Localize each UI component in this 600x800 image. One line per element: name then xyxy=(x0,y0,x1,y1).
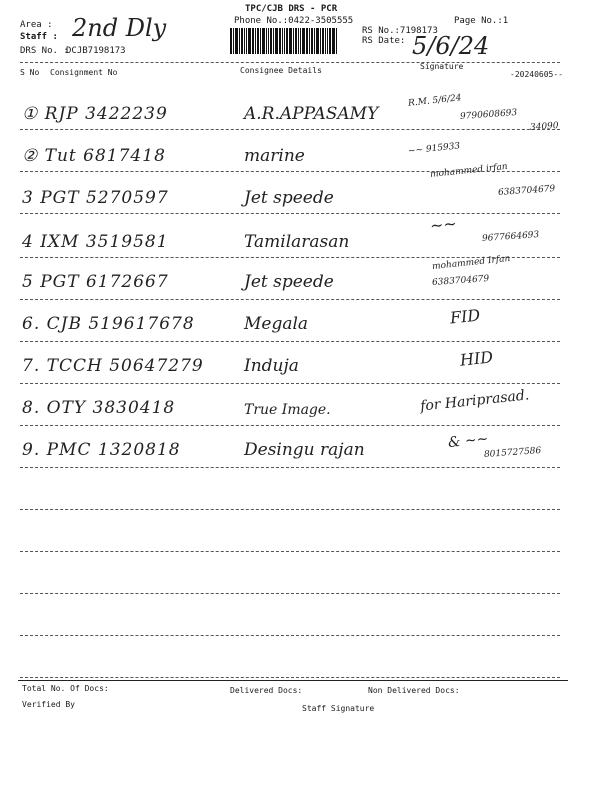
consignment-number: 6. CJB 519617678 xyxy=(22,314,195,334)
row-line xyxy=(20,425,560,426)
col-header-sno: S No xyxy=(20,68,40,77)
area-label: Area : xyxy=(20,20,53,30)
footer-separator xyxy=(18,680,568,681)
row-line xyxy=(20,677,560,678)
staff-value: 2nd Dly xyxy=(72,14,167,42)
rs-date-value: 5/6/24 xyxy=(412,32,490,60)
signature-phone: 6383704679 xyxy=(497,184,556,198)
signature: R.M. 5/6/24 xyxy=(407,93,462,109)
signature: mohammed irfan xyxy=(429,161,509,181)
row-line xyxy=(20,341,560,342)
signature: FID xyxy=(449,305,482,328)
signature-phone: 6383704679 xyxy=(431,274,490,288)
consignee-name: Megala xyxy=(244,314,309,334)
consignment-number: ① RJP 3422239 xyxy=(22,104,168,124)
signature: & ~~ xyxy=(447,430,490,452)
signature-phone: 9677664693 xyxy=(481,230,540,244)
drs-no-label: DRS No. : xyxy=(20,46,69,56)
signature: HID xyxy=(459,347,494,370)
document-title: TPC/CJB DRS - PCR xyxy=(245,4,338,14)
consignee-name: True Image. xyxy=(244,402,331,418)
col-header-consignee: Consignee Details xyxy=(240,66,322,75)
table-row xyxy=(20,93,560,136)
phone-number: Phone No.:0422-3505555 xyxy=(234,16,354,26)
row-line xyxy=(20,593,560,594)
consignment-number: 4 IXM 3519581 xyxy=(22,232,169,252)
consignee-name: Induja xyxy=(244,356,299,376)
signature: mohammed Irfan xyxy=(431,253,511,273)
signature-phone: 9790608693 xyxy=(459,108,518,122)
verified-by-label: Verified By xyxy=(22,700,75,709)
drs-no-value: DCJB7198173 xyxy=(66,46,126,56)
staff-signature-label: Staff Signature xyxy=(302,704,375,713)
rs-number: RS No.:7198173 xyxy=(362,26,438,36)
page-number: Page No.:1 xyxy=(454,16,509,26)
rs-date-label: RS Date: xyxy=(362,36,406,46)
row-line xyxy=(20,635,560,636)
consignee-name: Jet speede xyxy=(244,188,334,208)
consignment-number: 3 PGT 5270597 xyxy=(22,188,169,208)
consignee-name: A.R.APPASAMY xyxy=(244,104,379,124)
consignment-number: 7. TCCH 50647279 xyxy=(22,356,204,376)
consignment-number: 9. PMC 1320818 xyxy=(22,440,181,460)
col-header-consignment: Consignment No xyxy=(50,68,118,77)
date-code: -20240605-- xyxy=(510,70,563,79)
total-docs-label: Total No. Of Docs: xyxy=(22,684,109,693)
signature: ~~ xyxy=(429,213,458,236)
row-line xyxy=(20,299,560,300)
row-line xyxy=(20,213,560,214)
consignee-name: marine xyxy=(244,146,305,166)
consignment-number: 5 PGT 6172667 xyxy=(22,272,169,292)
col-header-signature: Signature xyxy=(420,62,464,71)
row-line xyxy=(20,467,560,468)
signature: for Hariprasad. xyxy=(419,387,530,415)
row-line xyxy=(20,129,560,130)
row-line xyxy=(20,383,560,384)
consignee-name: Jet speede xyxy=(244,272,334,292)
barcode-image xyxy=(230,28,356,54)
row-line xyxy=(20,509,560,510)
row-line xyxy=(20,551,560,552)
consignment-number: 8. OTY 3830418 xyxy=(22,398,176,418)
staff-label: Staff : xyxy=(20,32,58,42)
consignee-name: Desingu rajan xyxy=(244,440,365,460)
table-row xyxy=(20,161,560,220)
header-separator xyxy=(20,62,560,63)
delivered-docs-label: Delivered Docs: xyxy=(230,686,303,695)
signature: ~~ 915933 xyxy=(407,141,461,157)
signature-phone: 8015727586 xyxy=(483,446,542,460)
consignment-number: ② Tut 6817418 xyxy=(22,146,166,166)
non-delivered-docs-label: Non Delivered Docs: xyxy=(368,686,460,695)
consignee-name: Tamilarasan xyxy=(244,232,350,252)
signature-phone: 34090 xyxy=(529,121,559,133)
